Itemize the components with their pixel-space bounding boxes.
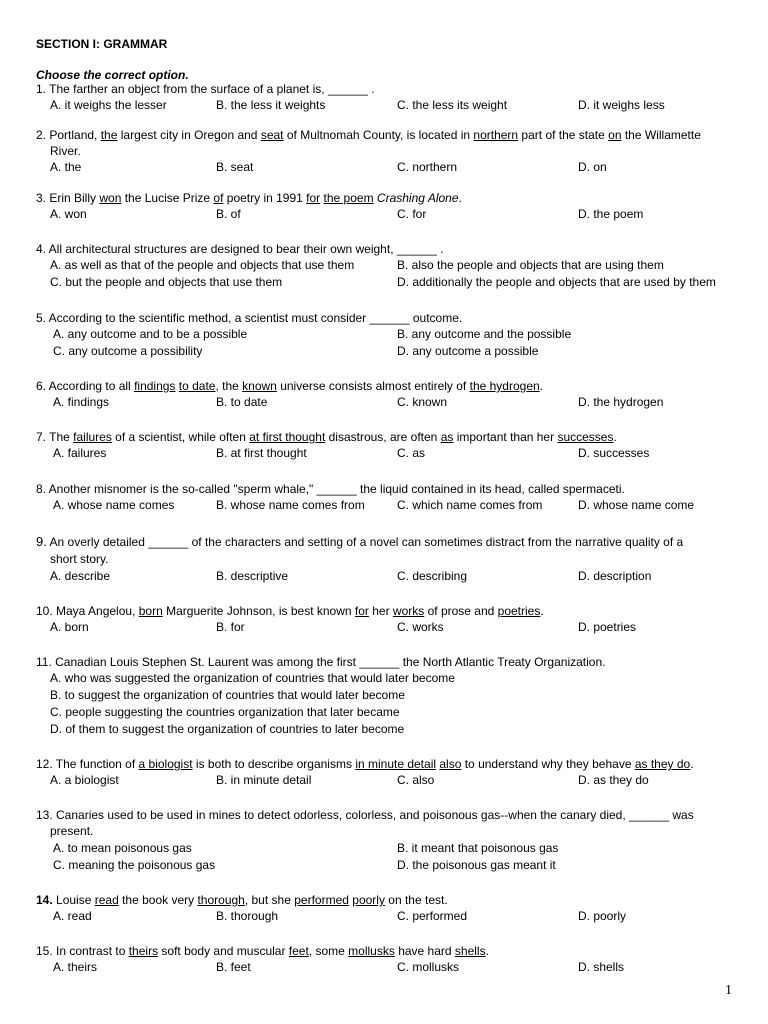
question-stem: 2. Portland, the largest city in Oregon and seat of Multnomah County, is located in northern part of the state on the Willamette bbox=[36, 128, 701, 142]
option-b: B. also the people and objects that are using them bbox=[397, 258, 664, 272]
option-d: D. as they do bbox=[578, 773, 649, 787]
option-c: C. but the people and objects that use them bbox=[50, 275, 283, 289]
question-stem: 8. Another misnomer is the so-called "sperm whale," ______ the liquid contained in its head, called spermaceti. bbox=[36, 482, 625, 496]
option-a: A. findings bbox=[53, 395, 110, 409]
question-stem: 6. According to all findings to date, the known universe consists almost entirely of the hydrogen. bbox=[36, 379, 544, 393]
question-stem: 13. Canaries used to be used in mines to detect odorless, colorless, and poisonous gas--when the canary died, ______ was bbox=[36, 808, 694, 822]
question-13 bbox=[36, 807, 736, 874]
option-d: D. of them to suggest the organization of countries to later become bbox=[50, 722, 405, 736]
option-d: D. additionally the people and objects that are used by them bbox=[397, 275, 716, 289]
option-a: A. describe bbox=[50, 569, 111, 583]
option-b: B. seat bbox=[216, 160, 254, 174]
question-15 bbox=[36, 943, 736, 976]
option-d: D. description bbox=[578, 569, 652, 583]
option-a: A. any outcome and to be a possible bbox=[53, 327, 248, 341]
option-d: D. poetries bbox=[578, 620, 637, 634]
option-d: D. poorly bbox=[578, 909, 627, 923]
option-a: A. theirs bbox=[53, 960, 98, 974]
option-b: B. of bbox=[216, 207, 241, 221]
option-a: A. the bbox=[50, 160, 82, 174]
option-b: B. for bbox=[216, 620, 245, 634]
option-a: A. failures bbox=[53, 446, 107, 460]
option-c: C. describing bbox=[397, 569, 468, 583]
option-b: B. the less it weights bbox=[216, 98, 326, 112]
instruction: Choose the correct option. bbox=[36, 68, 189, 82]
option-b: B. it meant that poisonous gas bbox=[397, 841, 559, 855]
option-d: D. shells bbox=[578, 960, 625, 974]
option-d: D. on bbox=[578, 160, 607, 174]
option-c: C. for bbox=[397, 207, 427, 221]
question-stem-continued: short story. bbox=[50, 552, 109, 566]
option-c: C. performed bbox=[397, 909, 468, 923]
option-c: C. northern bbox=[397, 160, 458, 174]
question-stem: 7. The failures of a scientist, while often at first thought disastrous, are often as important than her successes. bbox=[36, 430, 617, 444]
option-a: A. to mean poisonous gas bbox=[53, 841, 192, 855]
question-3 bbox=[36, 190, 736, 223]
option-b: B. any outcome and the possible bbox=[397, 327, 572, 341]
question-stem: 10. Maya Angelou, born Marguerite Johnson, is best known for her works of prose and poetries. bbox=[36, 604, 544, 618]
option-c: C. also bbox=[397, 773, 435, 787]
question-4 bbox=[36, 241, 736, 291]
option-d: D. any outcome a possible bbox=[397, 344, 539, 358]
option-a: A. as well as that of the people and objects that use them bbox=[50, 258, 355, 272]
option-d: D. the poisonous gas meant it bbox=[397, 858, 556, 872]
option-d: D. the hydrogen bbox=[578, 395, 664, 409]
question-stem: 11. Canadian Louis Stephen St. Laurent was among the first ______ the North Atlantic Treaty Organization. bbox=[36, 655, 606, 669]
question-stem: 12. The function of a biologist is both to describe organisms in minute detail also to understand why they behave as they do. bbox=[36, 757, 694, 771]
option-d: D. the poem bbox=[578, 207, 644, 221]
option-a: A. whose name comes bbox=[53, 498, 175, 512]
option-c: C. people suggesting the countries organization that later became bbox=[50, 705, 400, 719]
option-a: A. born bbox=[50, 620, 89, 634]
option-b: B. to date bbox=[216, 395, 268, 409]
option-b: B. whose name comes from bbox=[216, 498, 365, 512]
option-b: B. at first thought bbox=[216, 446, 307, 460]
option-b: B. feet bbox=[216, 960, 251, 974]
question-stem: 14. Louise read the book very thorough, but she performed poorly on the test. bbox=[36, 893, 448, 907]
question-8 bbox=[36, 481, 736, 514]
option-c: C. known bbox=[397, 395, 448, 409]
question-12 bbox=[36, 756, 736, 789]
question-stem: 5. According to the scientific method, a scientist must consider ______ outcome. bbox=[36, 311, 463, 325]
question-stem: 4. All architectural structures are designed to bear their own weight, ______ . bbox=[36, 242, 444, 256]
question-7 bbox=[36, 429, 736, 462]
option-b: B. descriptive bbox=[216, 569, 289, 583]
question-6 bbox=[36, 378, 736, 411]
option-c: C. which name comes from bbox=[397, 498, 543, 512]
option-a: A. read bbox=[53, 909, 92, 923]
question-5 bbox=[36, 310, 736, 360]
option-a: A. won bbox=[50, 207, 87, 221]
option-d: D. it weighs less bbox=[578, 98, 665, 112]
option-c: C. as bbox=[397, 446, 426, 460]
option-c: C. works bbox=[397, 620, 444, 634]
question-stem: 3. Erin Billy won the Lucise Prize of poetry in 1991 for the poem Crashing Alone. bbox=[36, 191, 462, 205]
question-stem: 15. In contrast to theirs soft body and muscular feet, some mollusks have hard shells. bbox=[36, 944, 489, 958]
question-stem: 1. The farther an object from the surface of a planet is, ______ . bbox=[36, 82, 375, 96]
page-number: 1 bbox=[725, 983, 732, 998]
question-stem-continued: present. bbox=[50, 824, 94, 838]
question-14 bbox=[36, 892, 736, 925]
option-c: C. any outcome a possibility bbox=[53, 344, 203, 358]
question-stem: 9. An overly detailed ______ of the characters and setting of a novel can sometimes distract from the narrative quality of a bbox=[36, 534, 684, 549]
option-d: D. successes bbox=[578, 446, 650, 460]
option-a: A. it weighs the lesser bbox=[50, 98, 167, 112]
question-1 bbox=[36, 81, 736, 114]
question-11 bbox=[36, 654, 736, 738]
option-a: A. who was suggested the organization of countries that would later become bbox=[50, 671, 455, 685]
option-b: B. thorough bbox=[216, 909, 279, 923]
option-b: B. to suggest the organization of countries that would later become bbox=[50, 688, 405, 702]
option-c: C. mollusks bbox=[397, 960, 460, 974]
section-title: SECTION I: GRAMMAR bbox=[36, 37, 168, 51]
question-10 bbox=[36, 603, 736, 636]
option-b: B. in minute detail bbox=[216, 773, 312, 787]
question-stem-continued: River. bbox=[50, 144, 81, 158]
option-c: C. meaning the poisonous gas bbox=[53, 858, 216, 872]
option-a: A. a biologist bbox=[50, 773, 119, 787]
question-9 bbox=[36, 534, 736, 585]
question-2 bbox=[36, 127, 736, 176]
option-d: D. whose name come bbox=[578, 498, 695, 512]
option-c: C. the less its weight bbox=[397, 98, 508, 112]
